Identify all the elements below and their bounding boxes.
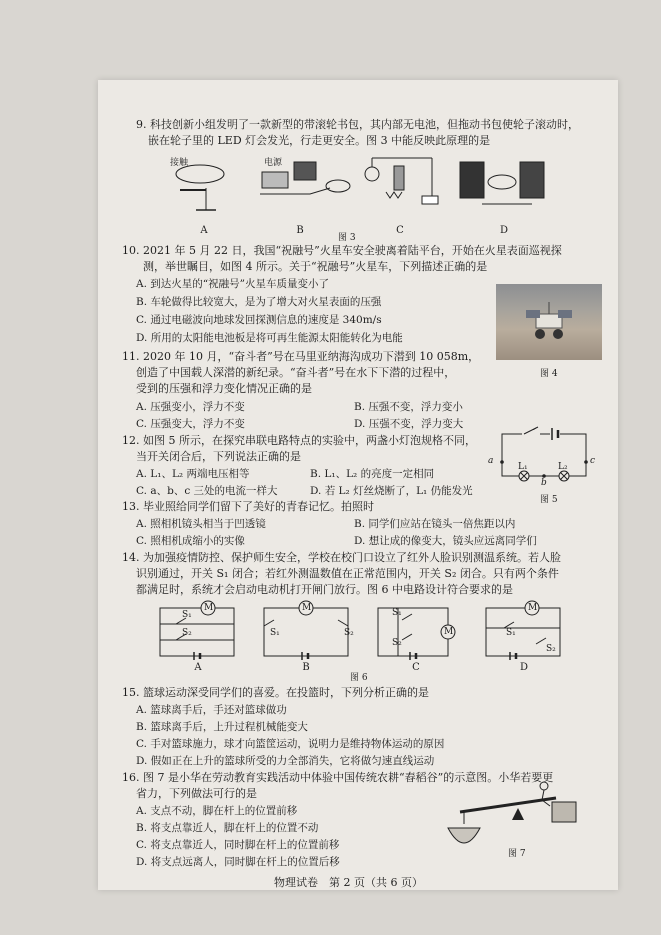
q16-line2: 省力，下列做法可行的是: [136, 787, 257, 800]
q11-line3: 受到的压强和浮力变化情况正确的是: [136, 382, 312, 395]
q12-line2: 当开关闭合后，下列说法正确的是: [136, 450, 301, 463]
figure-3: [160, 152, 560, 224]
fig5-label-c: c: [590, 456, 596, 466]
fig5-label-l2: L₂: [558, 462, 568, 472]
q16-option-b: B. 将支点靠近人，脚在杆上的位置不动: [136, 822, 319, 834]
fig6-a-s2: S₂: [182, 628, 192, 638]
fig6-label-a: A: [194, 662, 202, 673]
q13-option-c: C. 照相机成缩小的实像: [136, 535, 245, 547]
fig5-label-a: a: [488, 456, 494, 466]
fig5-caption: 图 5: [540, 495, 558, 505]
q10-option-b: B. 车轮做得比较宽大，是为了增大对火星表面的压强: [136, 296, 382, 308]
q11-line1: 11. 2020 年 10 月，“奋斗者”号在马里亚纳海沟成功下潜到 10 058m，: [122, 350, 480, 363]
fig4-rover-photo: [496, 284, 602, 360]
fig6-label-c: C: [412, 662, 420, 673]
fig3-caption: 图 3: [338, 233, 356, 243]
fig6-caption: 图 6: [350, 673, 368, 683]
q13-line1: 13. 毕业照给同学们留下了美好的青春记忆。拍照时: [122, 500, 374, 513]
q10-line1: 10. 2021 年 5 月 22 日，我国“祝融号”火星车安全驶离着陆平台，开始在火星表面巡视探: [122, 244, 562, 257]
q16-option-d: D. 将支点远离人，同时脚在杆上的位置后移: [136, 856, 340, 868]
fig4-caption: 图 4: [540, 369, 558, 379]
fig7-caption: 图 7: [508, 849, 526, 859]
fig5-label-l1: L₁: [518, 462, 528, 472]
q11-option-a: A. 压强变小，浮力不变: [136, 401, 245, 413]
fig6-motor-a: M: [204, 603, 214, 613]
fig6-motor-c: M: [444, 627, 454, 637]
q13-option-d: D. 想让成的像变大，镜头应远离同学们: [354, 535, 537, 547]
fig6-motor-b: M: [302, 603, 312, 613]
q10-option-d: D. 所用的太阳能电池板是将可再生能源太阳能转化为电能: [136, 332, 403, 344]
q9-line1: 9. 科技创新小组发明了一款新型的带滚轮书包，其内部无电池，但拖动书包使轮子滚动时，: [136, 118, 579, 131]
fig3-label-b: B: [296, 225, 304, 236]
fig3-b-text: 电源: [264, 158, 283, 168]
q9-line2: 嵌在轮子里的 LED 灯会发光，行走更安全。图 3 中能反映此原理的是: [148, 134, 491, 147]
fig6-motor-d: M: [528, 603, 538, 613]
q12-option-a: A. L₁、L₂ 两端电压相等: [136, 468, 250, 480]
fig6-b-s1: S₁: [270, 628, 280, 638]
fig6-b-s2: S₂: [344, 628, 354, 638]
q15-option-b: B. 篮球离手后，上升过程机械能变大: [136, 721, 308, 733]
fig3-label-a: A: [200, 225, 208, 236]
q10-option-c: C. 通过电磁波向地球发回探测信息的速度是 340m/s: [136, 314, 382, 326]
q16-option-c: C. 将支点靠近人，同时脚在杆上的位置前移: [136, 839, 340, 851]
q12-option-c: C. a、b、c 三处的电流一样大: [136, 485, 278, 497]
fig3-label-d: D: [499, 225, 509, 236]
fig6-d-s2: S₂: [546, 644, 556, 654]
q11-option-d: D. 压强不变，浮力变大: [354, 418, 464, 430]
page-footer: 物理试卷 第 2 页（共 6 页）: [274, 876, 423, 889]
q16-line1: 16. 图 7 是小华在劳动教育实践活动中体验中国传统农耕“舂稻谷”的示意图。小华若要更: [122, 771, 554, 784]
q14-line3: 都满足时，系统才会启动电动机打开闸门放行。图 6 中电路设计符合要求的是: [136, 583, 513, 596]
q14-line2: 识别通过，开关 S₁ 闭合；若红外测温数值在正常范围内，开关 S₂ 闭合。只有两个条件: [136, 567, 559, 580]
q15-option-c: C. 手对篮球施力，球才向篮筐运动，说明力是维持物体运动的原因: [136, 738, 445, 750]
q11-option-c: C. 压强变大，浮力不变: [136, 418, 245, 430]
q16-option-a: A. 支点不动，脚在杆上的位置前移: [136, 805, 298, 817]
fig6-label-b: B: [302, 662, 310, 673]
q12-option-d: D. 若 L₂ 灯丝烧断了，L₁ 仍能发光: [310, 485, 473, 497]
fig6-label-d: D: [519, 662, 529, 673]
fig5-label-b: b: [541, 478, 547, 488]
fig3-a-text: 接触: [170, 158, 189, 168]
fig3-label-c: C: [396, 225, 404, 236]
q10-option-a: A. 到达火星的“祝融号”火星车质量变小了: [136, 278, 329, 290]
q13-option-a: A. 照相机镜头相当于凹透镜: [136, 518, 266, 530]
q11-line2: 创造了中国载人深潜的新纪录。“奋斗者”号在水下下潜的过程中，: [136, 366, 456, 379]
q15-option-a: A. 篮球离手后，手还对篮球做功: [136, 704, 287, 716]
fig6-a-s1: S₁: [182, 610, 192, 620]
fig6-c-s1: S₁: [392, 608, 402, 618]
q14-line1: 14. 为加强疫情防控、保护师生安全，学校在校门口设立了红外人脸识别测温系统。若人脸: [122, 551, 561, 564]
q12-line1: 12. 如图 5 所示，在探究串联电路特点的实验中，两盏小灯泡规格不同，: [122, 434, 476, 447]
q11-option-b: B. 压强不变，浮力变小: [354, 401, 463, 413]
q10-line2: 测，举世瞩目，如图 4 所示。关于“祝融号”火星车，下列描述正确的是: [143, 260, 488, 273]
fig6-d-s1: S₁: [506, 628, 516, 638]
q13-option-b: B. 同学们应站在镜头一倍焦距以内: [354, 518, 516, 530]
fig6-c-s2: S₂: [392, 638, 402, 648]
q15-line1: 15. 篮球运动深受同学们的喜爱。在投篮时，下列分析正确的是: [122, 686, 429, 699]
q15-option-d: D. 假如正在上升的篮球所受的力全部消失，它将做匀速直线运动: [136, 755, 435, 767]
q12-option-b: B. L₁、L₂ 的亮度一定相同: [310, 468, 435, 480]
